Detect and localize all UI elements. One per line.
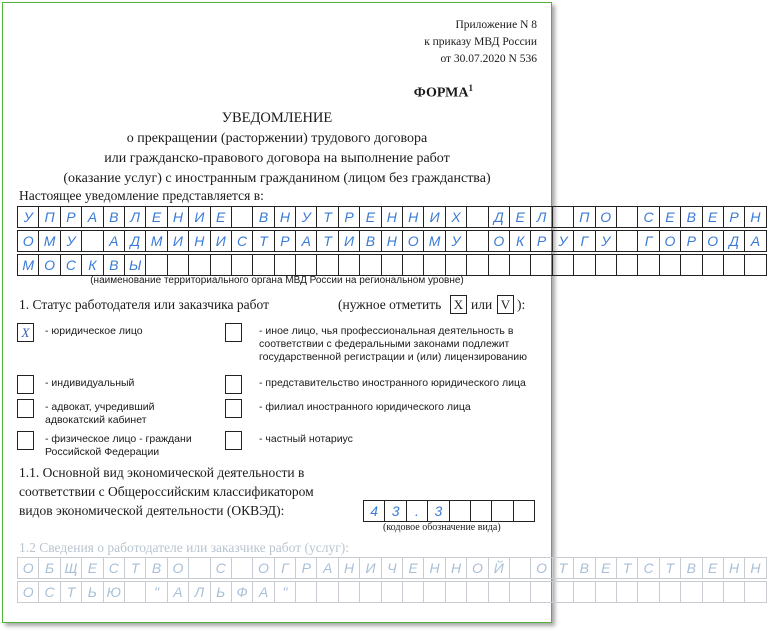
employer-name-cell[interactable]: Е (702, 557, 724, 579)
authority-name-cell[interactable] (723, 254, 745, 276)
authority-name-cell[interactable] (509, 254, 531, 276)
option-natural-person-label: - физическое лицо - граждани Российской Федерации (45, 433, 192, 458)
authority-name-cell[interactable] (445, 254, 467, 276)
employer-name-cell[interactable]: В (680, 557, 702, 579)
authority-name-cell[interactable]: В (359, 230, 381, 252)
authority-name-cell[interactable] (188, 254, 210, 276)
authority-name-cell[interactable] (616, 254, 638, 276)
authority-name-cell[interactable]: Е (359, 206, 381, 228)
document-page (2, 2, 761, 623)
employer-name-cell[interactable]: Б (38, 557, 60, 579)
document-title: УВЕДОМЛЕНИЕ (221, 110, 333, 126)
section-1-title: 1. Статус работодателя или заказчика работ (19, 297, 269, 312)
authority-name-cell[interactable]: Г (637, 230, 659, 252)
authority-name-cell[interactable] (145, 254, 167, 276)
authority-name-cell[interactable]: Е (659, 206, 681, 228)
employer-name-cell[interactable]: Ь (210, 581, 232, 603)
authority-name-cell[interactable] (316, 254, 338, 276)
mark-v-example: V (497, 295, 514, 314)
authority-name-cell[interactable]: Н (744, 206, 766, 228)
authority-name-cell[interactable] (274, 254, 296, 276)
authority-name-cell[interactable] (552, 254, 574, 276)
employer-name-cell[interactable]: А (252, 581, 274, 603)
employer-name-cell[interactable] (509, 557, 531, 579)
authority-name-cell[interactable]: О (402, 230, 424, 252)
employer-name-cell[interactable]: Н (423, 557, 445, 579)
authority-name-cell[interactable]: Л (124, 206, 146, 228)
authority-name-cell[interactable] (338, 254, 360, 276)
authority-name-cell[interactable] (210, 254, 232, 276)
authority-name-cell[interactable]: О (595, 206, 617, 228)
authority-name-cell[interactable]: М (38, 230, 60, 252)
employer-name-cell[interactable]: Н (445, 557, 467, 579)
authority-name-cell[interactable]: О (659, 230, 681, 252)
authority-name-cell[interactable]: Р (274, 230, 296, 252)
authority-name-cell[interactable]: И (423, 206, 445, 228)
authority-name-cell[interactable]: Е (145, 206, 167, 228)
employer-name-cell[interactable]: С (103, 557, 125, 579)
title-line-2: или гражданско-правового договора на выполнение работ (104, 151, 450, 166)
authority-name-cell[interactable]: Д (488, 206, 510, 228)
authority-name-cell[interactable]: Р (723, 206, 745, 228)
form-label (414, 83, 473, 102)
authority-name-cell[interactable] (252, 254, 274, 276)
authority-name-cell[interactable]: У (17, 206, 39, 228)
employer-name-row-2[interactable] (17, 581, 766, 603)
employer-name-cell[interactable]: Й (488, 557, 510, 579)
authority-name-cell[interactable] (423, 254, 445, 276)
mark-or-text: или (471, 297, 493, 312)
authority-name-cell[interactable] (231, 254, 253, 276)
authority-name-cell[interactable]: Н (167, 206, 189, 228)
employer-name-cell[interactable] (381, 581, 403, 603)
employer-name-cell[interactable]: Т (60, 581, 82, 603)
employer-name-cell[interactable] (338, 581, 360, 603)
employer-name-cell[interactable]: С (38, 581, 60, 603)
option-legal-entity-label: - юридическое лицо (45, 325, 143, 337)
employer-name-cell[interactable]: Ф (231, 581, 253, 603)
employer-name-cell[interactable]: Н (744, 557, 766, 579)
authority-name-cell[interactable]: М (423, 230, 445, 252)
authority-name-cell[interactable]: А (103, 230, 125, 252)
appendix-line-2: к приказу МВД России (424, 36, 537, 48)
okved-code-cell[interactable]: 4 (363, 500, 385, 522)
authority-name-cell[interactable]: В (103, 206, 125, 228)
authority-name-cell[interactable]: И (167, 230, 189, 252)
employer-name-cell[interactable] (423, 581, 445, 603)
authority-name-cell[interactable]: У (295, 206, 317, 228)
employer-name-cell[interactable] (509, 581, 531, 603)
authority-name-cell[interactable] (552, 206, 574, 228)
authority-name-cell[interactable]: У (595, 230, 617, 252)
authority-name-cell[interactable]: Х (445, 206, 467, 228)
authority-name-cell[interactable] (488, 254, 510, 276)
authority-name-cell[interactable] (81, 230, 103, 252)
okved-code-cell[interactable]: 3 (427, 500, 449, 522)
authority-name-cell[interactable] (530, 254, 552, 276)
employer-name-cell[interactable]: Е (402, 557, 424, 579)
employer-name-cell[interactable]: О (167, 557, 189, 579)
authority-name-cell[interactable]: Р (60, 206, 82, 228)
authority-name-cell[interactable]: Р (530, 230, 552, 252)
mark-end-text: ): (517, 297, 526, 312)
employer-name-cell[interactable]: И (359, 557, 381, 579)
checkbox-individual[interactable] (17, 375, 34, 394)
authority-name-cell[interactable]: Р (680, 230, 702, 252)
employer-name-cell[interactable] (124, 581, 146, 603)
employer-name-cell[interactable]: А (167, 581, 189, 603)
employer-name-cell[interactable]: А (316, 557, 338, 579)
employer-name-cell[interactable]: Т (124, 557, 146, 579)
employer-name-cell[interactable] (595, 581, 617, 603)
employer-name-cell[interactable]: В (573, 557, 595, 579)
authority-name-cell[interactable] (637, 254, 659, 276)
employer-name-cell[interactable]: Т (659, 557, 681, 579)
authority-name-cell[interactable]: Н (381, 230, 403, 252)
okved-code-field[interactable] (363, 500, 534, 522)
authority-name-cell[interactable]: П (573, 206, 595, 228)
authority-name-cell[interactable]: М (145, 230, 167, 252)
authority-name-cell[interactable]: Н (188, 230, 210, 252)
mark-x-example: X (450, 295, 467, 314)
employer-name-cell[interactable] (659, 581, 681, 603)
title-line-3: (оказание услуг) с иностранным гражданином (лицом без гражданства) (63, 171, 491, 186)
employer-name-cell[interactable] (723, 581, 745, 603)
okved-code-cell[interactable]: 3 (384, 500, 406, 522)
okved-label-line-3: видов экономической деятельности (ОКВЭД): (19, 503, 285, 518)
checkbox-foreign-branch[interactable] (225, 399, 242, 418)
authority-name-cell[interactable]: С (231, 230, 253, 252)
employer-name-cell[interactable]: " (145, 581, 167, 603)
authority-name-cell[interactable]: Д (723, 230, 745, 252)
employer-name-cell[interactable] (359, 581, 381, 603)
employer-name-cell[interactable] (295, 581, 317, 603)
authority-name-cell[interactable]: В (103, 254, 125, 276)
employer-name-cell[interactable] (530, 581, 552, 603)
authority-name-cell[interactable]: К (81, 254, 103, 276)
authority-name-cell[interactable]: В (680, 206, 702, 228)
employer-name-cell[interactable]: Ю (103, 581, 125, 603)
authority-name-cell[interactable]: П (38, 206, 60, 228)
authority-name-cell[interactable]: Н (381, 206, 403, 228)
authority-name-cell[interactable] (466, 254, 488, 276)
option-other-person-label: - иное лицо, чья профессиональная деятельность в соответствии с федеральными законами подлежит государственной регистрации и (или) лицензированию (259, 325, 528, 363)
authority-name-cell[interactable]: О (17, 230, 39, 252)
authority-name-cell[interactable] (680, 254, 702, 276)
authority-name-cell[interactable] (167, 254, 189, 276)
employer-name-cell[interactable]: Ь (81, 581, 103, 603)
authority-name-cell[interactable]: Т (252, 230, 274, 252)
option-notary-label: - частный нотариус (259, 433, 353, 445)
employer-name-row-1[interactable] (17, 557, 766, 579)
authority-name-cell[interactable] (616, 206, 638, 228)
employer-name-cell[interactable] (616, 581, 638, 603)
authority-name-cell[interactable] (381, 254, 403, 276)
appendix-header (424, 17, 537, 68)
authority-name-cell[interactable]: Т (316, 206, 338, 228)
authority-name-cell[interactable]: Н (402, 206, 424, 228)
employer-name-cell[interactable] (488, 581, 510, 603)
authority-name-cell[interactable] (359, 254, 381, 276)
section-1-2-title: 1.2 Сведения о работодателе или заказчике работ (услуг): (19, 540, 350, 555)
authority-name-cell[interactable]: М (17, 254, 39, 276)
option-lawyer-label: - адвокат, учредивший адвокатский кабинет (45, 401, 155, 426)
okved-code-cell[interactable]: . (406, 500, 428, 522)
employer-name-cell[interactable]: С (637, 557, 659, 579)
employer-name-cell[interactable]: О (530, 557, 552, 579)
authority-name-cell[interactable]: Д (124, 230, 146, 252)
employer-name-cell[interactable] (637, 581, 659, 603)
okved-code-cell[interactable] (491, 500, 513, 522)
authority-name-cell[interactable]: С (60, 254, 82, 276)
authority-name-cell[interactable] (231, 206, 253, 228)
option-foreign-representative-label: - представительство иностранного юридического лица (259, 377, 526, 389)
authority-name-cell[interactable]: С (637, 206, 659, 228)
checkbox-other-person[interactable] (225, 323, 242, 342)
authority-name-cell[interactable] (402, 254, 424, 276)
okved-caption: (кодовое обозначение вида) (383, 522, 501, 533)
checkbox-notary[interactable] (225, 431, 242, 450)
employer-name-cell[interactable]: Щ (60, 557, 82, 579)
okved-label-line-1: 1.1. Основной вид экономической деятельности в (19, 465, 305, 480)
authority-name-cell[interactable]: Ы (124, 254, 146, 276)
employer-name-cell[interactable] (188, 557, 210, 579)
option-foreign-branch-label: - филиал иностранного юридического лица (259, 401, 471, 413)
authority-name-cell[interactable]: У (60, 230, 82, 252)
authority-name-cell[interactable]: О (38, 254, 60, 276)
employer-name-cell[interactable] (316, 581, 338, 603)
employer-name-cell[interactable]: Л (188, 581, 210, 603)
authority-name-cell[interactable]: Н (274, 206, 296, 228)
employer-name-cell[interactable] (573, 581, 595, 603)
authority-name-cell[interactable] (573, 254, 595, 276)
authority-name-cell[interactable]: Т (316, 230, 338, 252)
authority-name-cell[interactable]: Е (210, 206, 232, 228)
authority-name-cell[interactable] (466, 206, 488, 228)
authority-name-cell[interactable]: А (81, 206, 103, 228)
okved-code-cell[interactable] (470, 500, 492, 522)
authority-name-cell[interactable]: Г (573, 230, 595, 252)
authority-name-cell[interactable]: К (509, 230, 531, 252)
employer-name-cell[interactable]: Т (552, 557, 574, 579)
checkbox-foreign-representative[interactable] (225, 375, 242, 394)
mark-hint-text: (нужное отметить (338, 297, 442, 312)
appendix-line-1: Приложение N 8 (455, 19, 537, 31)
employer-name-cell[interactable]: О (17, 581, 39, 603)
employer-name-cell[interactable]: О (17, 557, 39, 579)
authority-name-row-1[interactable] (17, 206, 766, 228)
authority-name-cell[interactable]: И (210, 230, 232, 252)
okved-code-cell[interactable] (513, 500, 535, 522)
authority-name-cell[interactable] (295, 254, 317, 276)
employer-name-cell[interactable] (680, 581, 702, 603)
authority-name-cell[interactable]: Л (530, 206, 552, 228)
authority-name-cell[interactable]: И (338, 230, 360, 252)
authority-name-cell[interactable]: В (252, 206, 274, 228)
employer-name-cell[interactable]: О (252, 557, 274, 579)
authority-name-cell[interactable] (659, 254, 681, 276)
employer-name-cell[interactable]: Е (595, 557, 617, 579)
form-footnote-mark: 1 (468, 83, 473, 93)
okved-code-cell[interactable] (449, 500, 471, 522)
employer-name-cell[interactable] (231, 557, 253, 579)
employer-name-cell[interactable]: С (210, 557, 232, 579)
appendix-line-3: от 30.07.2020 N 536 (440, 53, 537, 65)
authority-name-cell[interactable]: У (445, 230, 467, 252)
authority-name-cell[interactable]: Е (702, 206, 724, 228)
form-label-text: ФОРМА (413, 85, 469, 101)
title-line-1: о прекращении (расторжении) трудового договора (126, 131, 428, 146)
authority-name-cell[interactable]: Р (338, 206, 360, 228)
authority-name-cell[interactable] (595, 254, 617, 276)
option-individual-label: - индивидуальный (45, 377, 135, 389)
checkbox-natural-person[interactable] (17, 431, 34, 450)
checkbox-lawyer[interactable] (17, 399, 34, 418)
authority-name-cell[interactable]: А (295, 230, 317, 252)
authority-name-cell[interactable] (744, 254, 766, 276)
authority-name-row-3[interactable] (17, 254, 766, 276)
employer-name-cell[interactable]: В (145, 557, 167, 579)
employer-name-cell[interactable]: Г (274, 557, 296, 579)
authority-name-cell[interactable]: О (488, 230, 510, 252)
authority-name-row-2[interactable] (17, 230, 766, 252)
employer-name-cell[interactable]: " (274, 581, 296, 603)
mark-hint (338, 297, 441, 313)
employer-name-cell[interactable]: Н (723, 557, 745, 579)
employer-name-cell[interactable]: Н (338, 557, 360, 579)
authority-name-cell[interactable] (616, 230, 638, 252)
employer-name-cell[interactable] (445, 581, 467, 603)
employer-name-cell[interactable] (402, 581, 424, 603)
submitted-to-label: Настоящее уведомление представляется в: (19, 188, 264, 203)
employer-name-cell[interactable] (466, 581, 488, 603)
authority-name-cell[interactable] (702, 254, 724, 276)
employer-name-cell[interactable]: О (466, 557, 488, 579)
employer-name-cell[interactable] (744, 581, 766, 603)
employer-name-cell[interactable]: Т (616, 557, 638, 579)
okved-label-line-2: соответствии с Общероссийским классификатором (19, 484, 314, 499)
authority-name-cell[interactable]: О (702, 230, 724, 252)
employer-name-cell[interactable] (552, 581, 574, 603)
authority-name-cell[interactable]: У (552, 230, 574, 252)
authority-name-cell[interactable] (466, 230, 488, 252)
authority-name-cell[interactable]: А (744, 230, 766, 252)
authority-name-cell[interactable]: Е (509, 206, 531, 228)
employer-name-cell[interactable]: Р (295, 557, 317, 579)
authority-caption: (наименование территориального органа МВД России на региональном уровне) (90, 275, 464, 286)
employer-name-cell[interactable] (702, 581, 724, 603)
employer-name-cell[interactable]: Е (81, 557, 103, 579)
employer-name-cell[interactable]: Ч (381, 557, 403, 579)
checkbox-legal-entity[interactable]: X (17, 323, 34, 342)
authority-name-cell[interactable]: И (188, 206, 210, 228)
